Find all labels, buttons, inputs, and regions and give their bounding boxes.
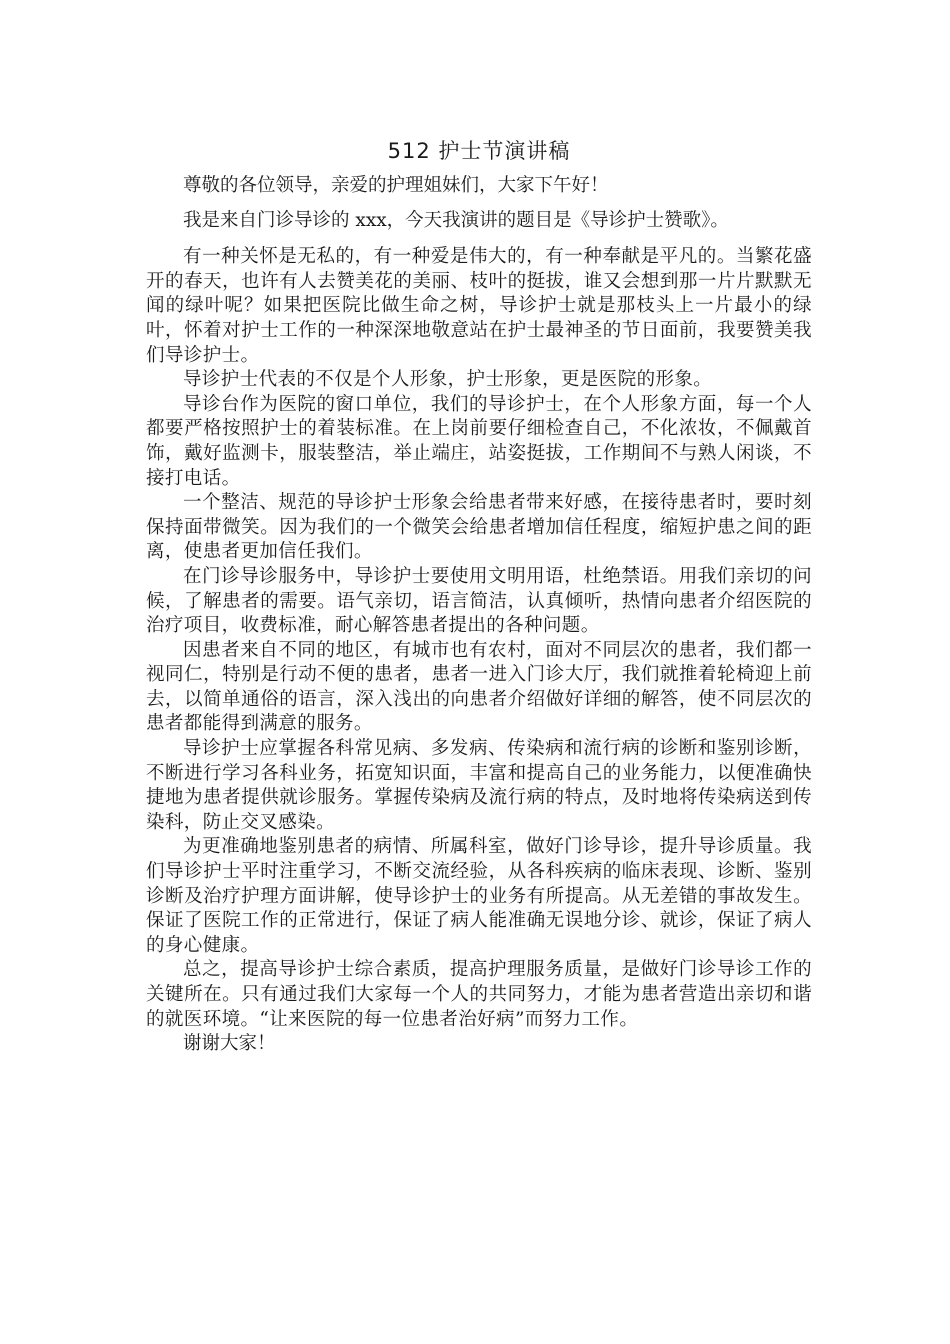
closing-line: 谢谢大家！	[183, 1033, 276, 1055]
body-paragraph: 导诊护士应掌握各科常见病、多发病、传染病和流行病的诊断和鉴别诊断，不断进行学习各科业务，拓宽知识面，丰富和提高自己的业务能力，以便准确快捷地为患者提供就诊服务。掌握传染病及流行病的特点，及时地将传染病送到传染科，防止交叉感染。	[146, 738, 812, 833]
body-paragraph: 导诊护士代表的不仅是个人形象，护士形象，更是医院的形象。	[183, 369, 713, 391]
body-paragraph: 导诊台作为医院的窗口单位，我们的导诊护士，在个人形象方面，每一个人都要严格按照护士的着装标准。在上岗前要仔细检查自己，不化浓妆，不佩戴首饰，戴好监测卡，服装整洁，举止端庄，站姿挺拔，工作期间不与熟人闲谈，不接打电话。	[146, 393, 812, 489]
greeting-line: 尊敬的各位领导，亲爱的护理姐妹们，大家下午好！	[183, 175, 609, 196]
body-paragraph: 一个整洁、规范的导诊护士形象会给患者带来好感，在接待患者时，要时刻保持面带微笑。因为我们的一个微笑会给患者增加信任程度，缩短护患之间的距离，使患者更加信任我们。	[146, 492, 812, 563]
body-paragraph: 在门诊导诊服务中，导诊护士要使用文明用语，杜绝禁语。用我们亲切的问候，了解患者的需要。语气亲切，语言简洁，认真倾听，热情向患者介绍医院的治疗项目，收费标准，耐心解答患者提出的各种问题。	[146, 565, 812, 637]
document-page	[146, 136, 812, 1057]
body-paragraph: 为更准确地鉴别患者的病情、所属科室，做好门诊导诊，提升导诊质量。我们导诊护士平时注重学习，不断交流经验，从各科疾病的临床表现、诊断、鉴别诊断及治疗护理方面讲解，使导诊护士的业务有所提高。从无差错的事故发生。保证了医院工作的正常进行，保证了病人能准确无误地分诊、就诊，保证了病人的身心健康。	[146, 836, 812, 956]
topic-line: 我是来自门诊导诊的 xxx，今天我演讲的题目是《导诊护士赞歌》。	[183, 209, 729, 231]
document-title: 512 护士节演讲稿	[387, 139, 571, 163]
body-paragraph: 因患者来自不同的地区，有城市也有农村，面对不同层次的患者，我们都一视同仁，特别是行动不便的患者，患者一进入门诊大厅，我们就推着轮椅迎上前去，以简单通俗的语言，深入浅出的向患者介绍做好详细的解答，使不同层次的患者都能得到满意的服务。	[146, 639, 812, 735]
body-paragraph: 总之，提高导诊护士综合素质，提高护理服务质量，是做好门诊导诊工作的关键所在。只有通过我们大家每一个人的共同努力，才能为患者营造出亲切和谐的就医环境。“让来医院的每一位患者治好病”而努力工作。	[146, 959, 812, 1030]
body-paragraph: 有一种关怀是无私的，有一种爱是伟大的，有一种奉献是平凡的。当繁花盛开的春天，也许有人去赞美花的美丽、枝叶的挺拔，谁又会想到那一片片默默无闻的绿叶呢？如果把医院比做生命之树，导诊护士就是那枝头上一片最小的绿叶，怀着对护士工作的一种深深地敬意站在护士最神圣的节日面前，我要赞美我们导诊护士。	[146, 246, 812, 366]
